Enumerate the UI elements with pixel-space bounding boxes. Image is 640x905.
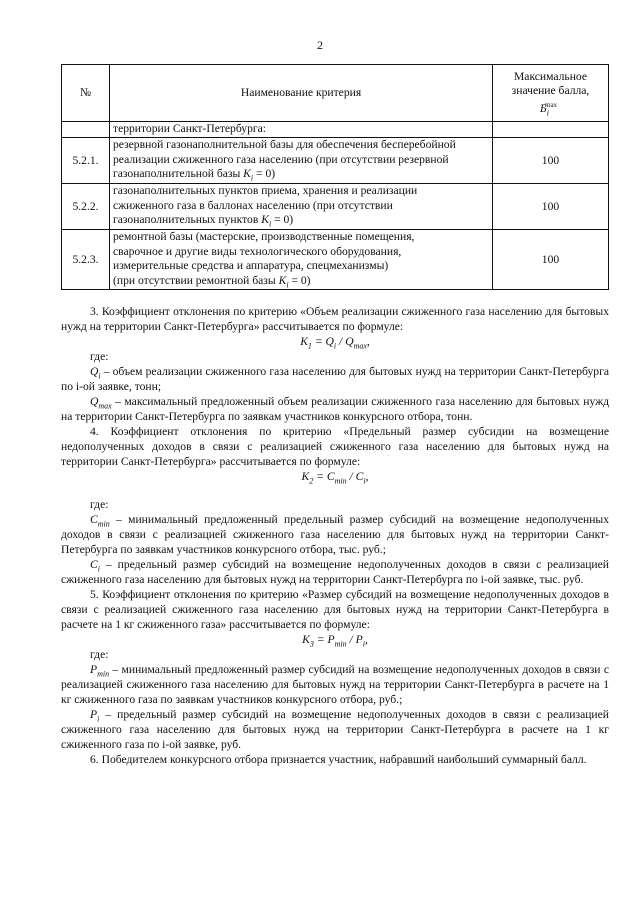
formula-k1: $K_1 = Q_i / Q_{max}$, [300, 335, 370, 351]
definition-pi: $P_i$ – предельный размер субсидий на возмещение недополученных доходов в связи с реализацией сжиженного газа населению для бытовых нужд на территории Санкт-Петербурга в расчете на 1 кг сжиженного газа по i-ой заявке, руб. [61, 708, 609, 751]
where-label: где: [90, 498, 109, 511]
row-number: 5.2.2. [62, 183, 110, 229]
table-row [62, 183, 609, 229]
paragraph-6: 6. Победителем конкурсного отбора признается участник, набравший наибольший суммарный балл. [90, 753, 587, 766]
definition-cmin: $C_{min}$ – минимальный предложенный предельный размер субсидий на возмещение недополученных доходов в связи с реализацией сжиженного газа населению для бытовых нужд на территории Санкт-Петербурга по заявкам участников конкурсного отбора, тыс. руб.; [61, 513, 609, 556]
definition-ci: $C_i$ – предельный размер субсидий на возмещение недополученных доходов в связи с реализацией сжиженного газа населению для бытовых нужд на территории Санкт-Петербурга по i-ой заявке, тыс. руб. [61, 558, 609, 586]
header-max-line2: значение балла, [511, 84, 590, 98]
formula-k2: $K_2 = C_{min} / C_i$, [301, 470, 369, 486]
header-number: № [62, 65, 110, 122]
table-row [62, 229, 609, 289]
continuation-text: территории Санкт-Петербурга: [110, 122, 493, 138]
definition-pmin: $P_{min}$ – минимальный предложенный размер субсидий на возмещение недополученных доходов в связи с реализацией сжиженного газа населению для бытовых нужд на территории Санкт-Петербурга в расчете на 1 кг сжиженного газа по заявкам участников конкурсного отбора, руб.; [61, 663, 609, 706]
row-number: 5.2.1. [62, 137, 110, 183]
row-criterion: резервной газонаполнительной базы для обеспечения бесперебойной реализации сжиженного газа населению (при отсутствии резервной газонаполнительной базы $K_i = 0$) [110, 137, 493, 183]
table-row-continuation [62, 122, 609, 138]
row-criterion: ремонтной базы (мастерские, производственные помещения, сварочное и другие виды технологического оборудования, измерительные средства и аппаратура, спецмеханизмы) (при отсутствии ремонтной базы $K_i = 0$) [110, 229, 493, 289]
paragraph-4: 4. Коэффициент отклонения по критерию «Предельный размер субсидии на возмещение недополученных доходов в связи с реализацией сжиженного газа населению для бытовых нужд на территории Санкт-Петербурга» рассчитывается по формуле: [61, 425, 609, 468]
where-label: где: [90, 350, 109, 363]
document-body [61, 304, 609, 767]
definition-qmax: $Q_{max}$ – максимальный предложенный объем реализации сжиженного газа населению для бытовых нужд на территории Санкт-Петербурга по заявкам участников конкурсного отбора, тонн. [61, 395, 609, 423]
header-criterion-name: Наименование критерия [110, 65, 493, 122]
table-header-row [62, 65, 609, 122]
header-max-line1: Максимальное [513, 70, 588, 84]
header-max-symbol: $Б_i^{max}$ [539, 101, 558, 118]
table-row [62, 137, 609, 183]
page-number: 2 [317, 38, 323, 52]
criteria-table [61, 64, 609, 290]
row-score: 100 [493, 183, 609, 229]
row-number: 5.2.3. [62, 229, 110, 289]
header-max-score [493, 65, 609, 122]
formula-k3: $K_3 = P_{min} / P_i$, [302, 633, 368, 649]
definition-qi: $Q_i$ – объем реализации сжиженного газа населению для бытовых нужд на территории Санкт-Петербурга по i-ой заявке, тонн; [61, 365, 609, 393]
paragraph-5: 5. Коэффициент отклонения по критерию «Размер субсидий на возмещение недополученных доходов в связи с реализацией сжиженного газа населению для бытовых нужд на территории Санкт-Петербурга в расчете на 1 кг сжиженного газа» рассчитывается по формуле: [61, 588, 609, 631]
row-score: 100 [493, 229, 609, 289]
where-label: где: [90, 648, 109, 661]
row-criterion: газонаполнительных пунктов приема, хранения и реализации сжиженного газа в баллонах населению (при отсутствии газонаполнительных пунктов $K_i = 0$) [110, 183, 493, 229]
paragraph-3: 3. Коэффициент отклонения по критерию «Объем реализации сжиженного газа населению для бытовых нужд на территории Санкт-Петербурга» рассчитывается по формуле: [61, 305, 609, 333]
row-score: 100 [493, 137, 609, 183]
